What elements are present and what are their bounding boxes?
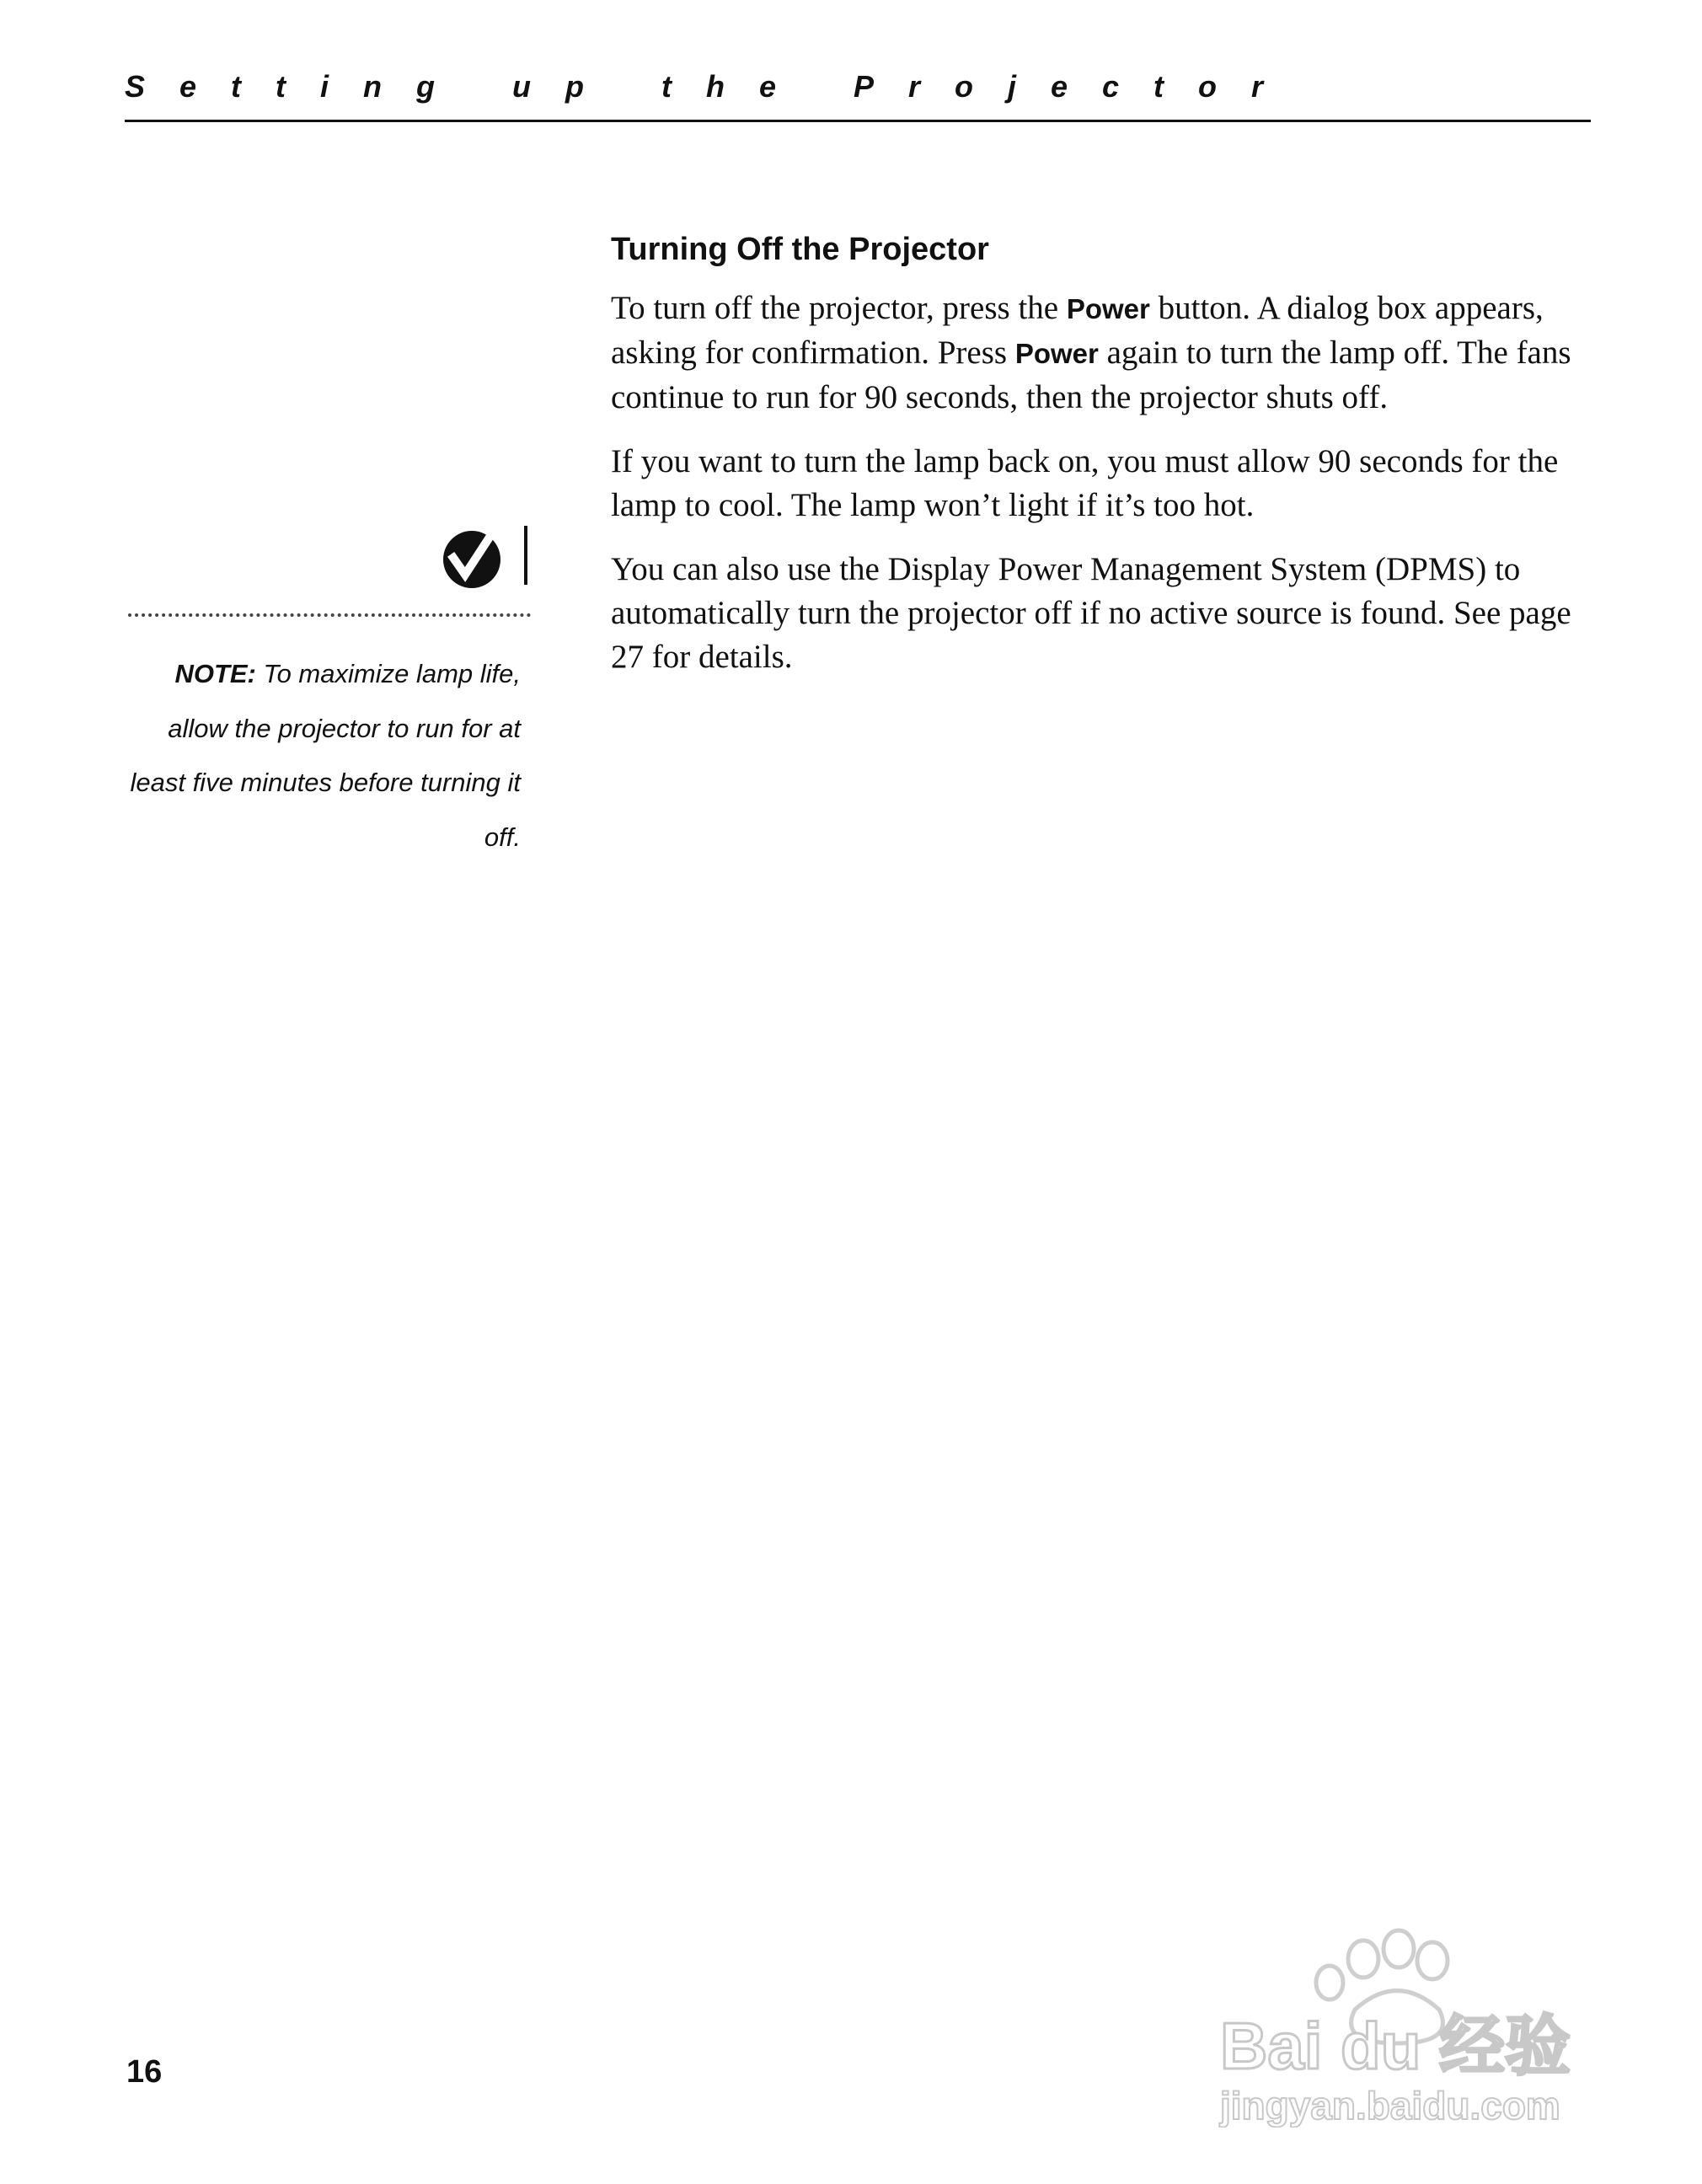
header-rule: [125, 120, 1591, 122]
page-number: 16: [126, 2054, 163, 2090]
paragraph-dpms: You can also use the Display Power Management System (DPMS) to automatically turn the projector off if no active source is found. See page 27 for details.: [611, 551, 1571, 675]
note-label: NOTE:: [174, 659, 256, 688]
watermark-logo-text: Bai du 经验: [1220, 2009, 1571, 2083]
paragraph-power-off: [611, 286, 1592, 420]
paragraph-text: To turn off the projector, press the: [611, 290, 1067, 326]
sidebar-note: [126, 647, 521, 864]
note-checkmark-icon: [436, 524, 531, 590]
power-term: Power: [1014, 338, 1099, 369]
paragraph-lamp-cooling: If you want to turn the lamp back on, you must allow 90 seconds for the lamp to cool. The lamp won’t light if it’s too hot.: [611, 443, 1559, 523]
watermark-url: jingyan.baidu.com: [1220, 2084, 1560, 2128]
sidebar-dotted-rule: [128, 613, 531, 617]
paragraph-text: button. A dialog box appears, asking for confirmation. Press: [611, 290, 1544, 371]
baidu-jingyan-watermark: [1203, 1925, 1620, 2128]
note-text: To maximize lamp life, allow the projector to run for at least five minutes before turning it off.: [130, 659, 521, 852]
running-header: Setting up the Projector: [125, 69, 1298, 104]
main-column: [611, 286, 1592, 699]
section-heading: Turning Off the Projector: [611, 232, 989, 267]
power-term: Power: [1066, 293, 1150, 324]
paragraph-text: again to turn the lamp off. The fans continue to run for 90 seconds, then the projector shuts off.: [611, 335, 1571, 415]
